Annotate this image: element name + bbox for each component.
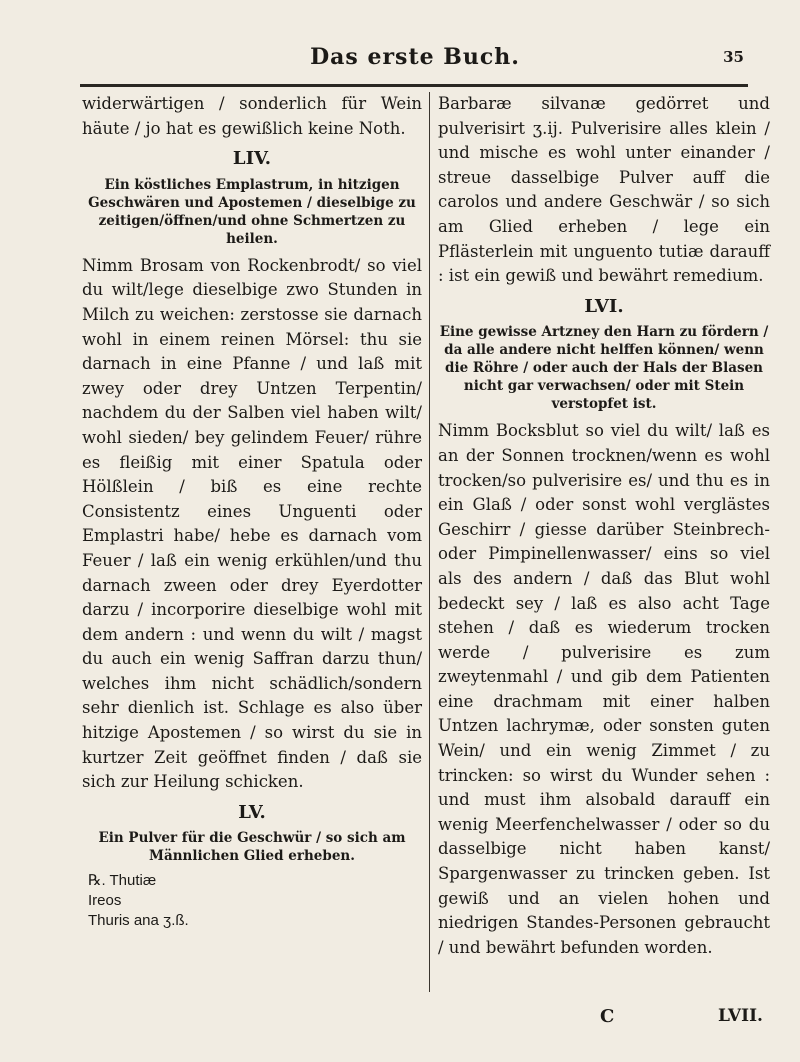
section-number-lvi: LVI.	[584, 295, 624, 317]
column-divider	[429, 92, 430, 992]
running-title: Das erste Buch.	[310, 44, 520, 70]
left-column	[82, 92, 422, 931]
section-title-lvi: Eine gewisse Artzney den Harn zu fördern / da alle andere nicht helffen können/ wenn die Röhre / oder auch der Hals der Blasen nicht gar verwachsen/ oder mit Stein verstopfet ist.	[439, 324, 769, 413]
catchword: LVII.	[718, 1006, 763, 1026]
section-number-lv: LV.	[238, 801, 266, 823]
section-title-liv: Ein köstliches Emplastrum, in hitzigen Geschwären und Apostemen / dieselbige zu zeitigen/öffnen/und ohne Schmertzen zu heilen.	[88, 176, 416, 247]
section-number-liv: LIV.	[232, 148, 272, 170]
signature-mark: C	[600, 1006, 615, 1027]
header-rule	[80, 84, 748, 87]
recipe-list	[82, 871, 422, 931]
recipe-item: Thuris ana ʒ.ß.	[88, 912, 189, 930]
section-text-lvi: Nimm Bocksblut so viel du wilt/ laß es an der Sonnen trocknen/wenn es wohl trocken/so pulverisire es/ und thu es in ein Glaß / oder sonst wohl verglästes Geschirr / giesse darüber Steinbrech- oder Pimpinellenwasser/ eins so viel als des andern / daß das Blut wohl bedeckt sey / laß es also acht Tage stehen / daß es wiederum trocken werde / pulverisire es zum zweytenmahl / und gib dem Patienten eine drachmam mit einer halben Untzen lachrymæ, oder sonsten guten Wein/ und ein wenig Zimmet / zu trincken: so wirst du Wunder sehen : und must ihm alsobald darauff ein wenig Meerfenchelwasser / oder so du dasselbige nicht haben kanst/ Spargenwasser zu trincken geben. Ist gewiß und an vielen hohen und niedrigen Standes-Personen gebraucht / und bewährt befunden worden.	[438, 421, 770, 957]
right-continuation-text: Barbaræ silvanæ gedörret und pulverisirt ʒ.ij. Pulverisire alles klein / und mische es wohl unter einander / streue dasselbige Pulver auff die carolos und andere Geschwär / so sich am Glied erheben / lege ein Pflästerlein mit unguento tutiæ darauff : ist ein gewiß und bewährt remedium.	[438, 94, 770, 286]
recipe-item: ℞. Thutiæ	[88, 872, 157, 890]
right-column	[438, 92, 770, 960]
left-continuation-text: widerwärtigen / sonderlich für Wein häute / jo hat es gewißlich keine Noth.	[82, 94, 422, 138]
section-text-liv: Nimm Brosam von Rockenbrodt/ so viel du wilt/lege dieselbige zwo Stunden in Milch zu weichen: zerstosse sie darnach wohl in einem reinen Mörsel: thu sie darnach in eine Pfanne / und laß mit zwey oder drey Untzen Terpentin/ nachdem du der Salben viel haben wilt/ wohl sieden/ bey gelindem Feuer/ rühre es fleißig mit einer Spatula oder Hölßlein / biß es eine rechte Consistentz eines Unguenti oder Emplastri habe/ hebe es darnach vom Feuer / laß ein wenig erkühlen/und thu darnach zween oder drey Eyerdotter darzu / incorporire dieselbige wohl mit dem andern : und wenn du wilt / magst du auch ein wenig Saffran darzu thun/ welches ihm nicht schädlich/sondern sehr dienlich ist. Schlage es also über hitzige Apostemen / so wirst du sie in kurtzer Zeit geöffnet finden / daß sie sich zur Heilung schicken.	[82, 255, 422, 792]
section-title-lv: Ein Pulver für die Geschwür / so sich am Männlichen Glied erheben.	[98, 830, 406, 865]
recipe-item: Ireos	[88, 892, 122, 910]
page-number: 35	[723, 48, 744, 66]
header	[70, 40, 760, 80]
